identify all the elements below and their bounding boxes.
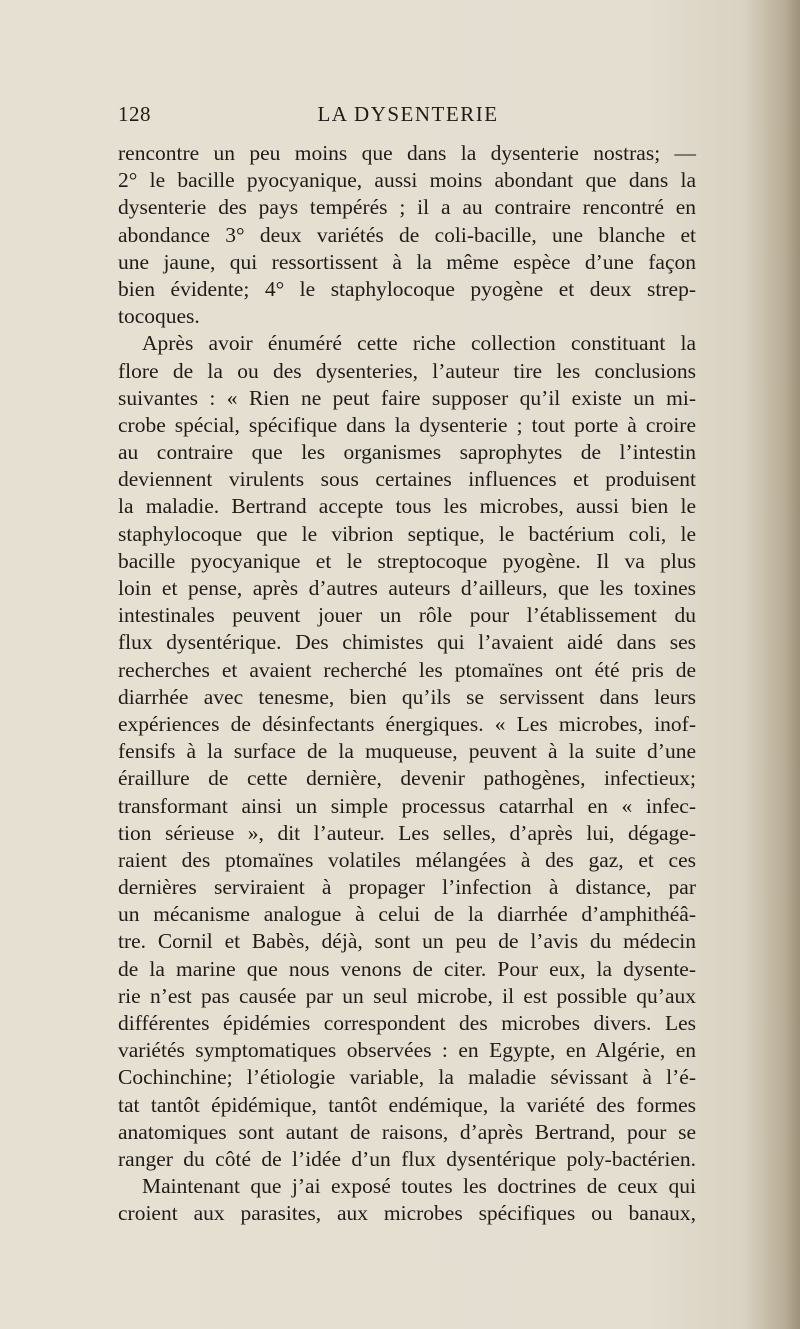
text-line: flore de la ou des dysenteries, l’auteur tire les conclusions	[118, 358, 696, 383]
running-title: LA DYSENTERIE	[317, 102, 499, 126]
text-line: suivantes : « Rien ne peut faire supposer qu’il existe un mi-	[118, 385, 696, 410]
text-line: anatomiques sont autant de raisons, d’après Bertrand, pour se	[118, 1119, 696, 1144]
body-text	[118, 140, 696, 1228]
text-line: Maintenant que j’ai exposé toutes les doctrines de ceux qui	[142, 1174, 696, 1199]
text-line: rie n’est pas causée par un seul microbe, il est possible qu’aux	[118, 983, 696, 1008]
text-line: deviennent virulents sous certaines influences et produisent	[118, 467, 696, 492]
text-line: dysenterie des pays tempérés ; il a au contraire rencontré en	[118, 195, 696, 220]
text-line: tre. Cornil et Babès, déjà, sont un peu de l’avis du médecin	[118, 929, 696, 954]
text-line: tocoques.	[118, 304, 200, 329]
page-number: 128	[118, 102, 151, 126]
text-line: fensifs à la surface de la muqueuse, peuvent à la suite d’une	[118, 739, 696, 764]
text-line: abondance 3° deux variétés de coli-bacille, une blanche et	[118, 222, 696, 247]
text-line: loin et pense, après d’autres auteurs d’ailleurs, que les toxines	[118, 576, 696, 600]
text-line: Cochinchine; l’étiologie variable, la maladie sévissant à l’é-	[118, 1065, 696, 1090]
text-line: croient aux parasites, aux microbes spécifiques ou banaux,	[118, 1201, 696, 1226]
text-line: raient des ptomaïnes volatiles mélangées à des gaz, et ces	[118, 847, 696, 872]
text-line: une jaune, qui ressortissent à la même espèce d’une façon	[118, 249, 696, 274]
text-line: expériences de désinfectants énergiques. « Les microbes, inof-	[118, 711, 696, 736]
text-line: tat tantôt épidémique, tantôt endémique, la variété des formes	[118, 1092, 696, 1117]
text-line: intestinales peuvent jouer un rôle pour l’établissement du	[118, 603, 696, 628]
text-line: de la marine que nous venons de citer. Pour eux, la dysente-	[118, 956, 696, 981]
text-line: recherches et avaient recherché les ptomaïnes ont été pris de	[118, 657, 696, 682]
text-line: différentes épidémies correspondent des microbes divers. Les	[118, 1011, 696, 1035]
text-line: au contraire que les organismes saprophytes de l’intestin	[118, 440, 696, 465]
text-line: staphylocoque que le vibrion septique, le bactérium coli, le	[118, 521, 696, 546]
text-line: ranger du côté de l’idée d’un flux dysentérique poly-bactérien.	[118, 1146, 696, 1171]
text-line: 2° le bacille pyocyanique, aussi moins abondant que dans la	[118, 168, 696, 193]
text-line: diarrhée avec tenesme, bien qu’ils se servissent dans leurs	[118, 684, 696, 709]
text-line: crobe spécial, spécifique dans la dysenterie ; tout porte à croire	[118, 412, 696, 437]
text-line: tion sérieuse », dit l’auteur. Les selles, d’après lui, dégage-	[118, 820, 696, 845]
text-line: variétés symptomatiques observées : en Egypte, en Algérie, en	[118, 1038, 696, 1063]
text-line: éraillure de cette dernière, devenir pathogènes, infectieux;	[118, 766, 696, 791]
text-line: Après avoir énuméré cette riche collection constituant la	[142, 331, 696, 356]
text-line: transformant ainsi un simple processus catarrhal en « infec-	[118, 793, 696, 818]
text-line: rencontre un peu moins que dans la dysenterie nostras; —	[118, 141, 696, 165]
text-line: bien évidente; 4° le staphylocoque pyogène et deux strep-	[118, 276, 696, 301]
text-line: un mécanisme analogue à celui de la diarrhée d’amphithéâ-	[118, 902, 696, 927]
text-line: la maladie. Bertrand accepte tous les microbes, aussi bien le	[118, 494, 696, 519]
text-line: bacille pyocyanique et le streptocoque pyogène. Il va plus	[118, 548, 696, 573]
page-header	[118, 102, 698, 132]
text-line: flux dysentérique. Des chimistes qui l’avaient aidé dans ses	[118, 630, 696, 655]
text-line: dernières serviraient à propager l’infection à distance, par	[118, 875, 696, 900]
